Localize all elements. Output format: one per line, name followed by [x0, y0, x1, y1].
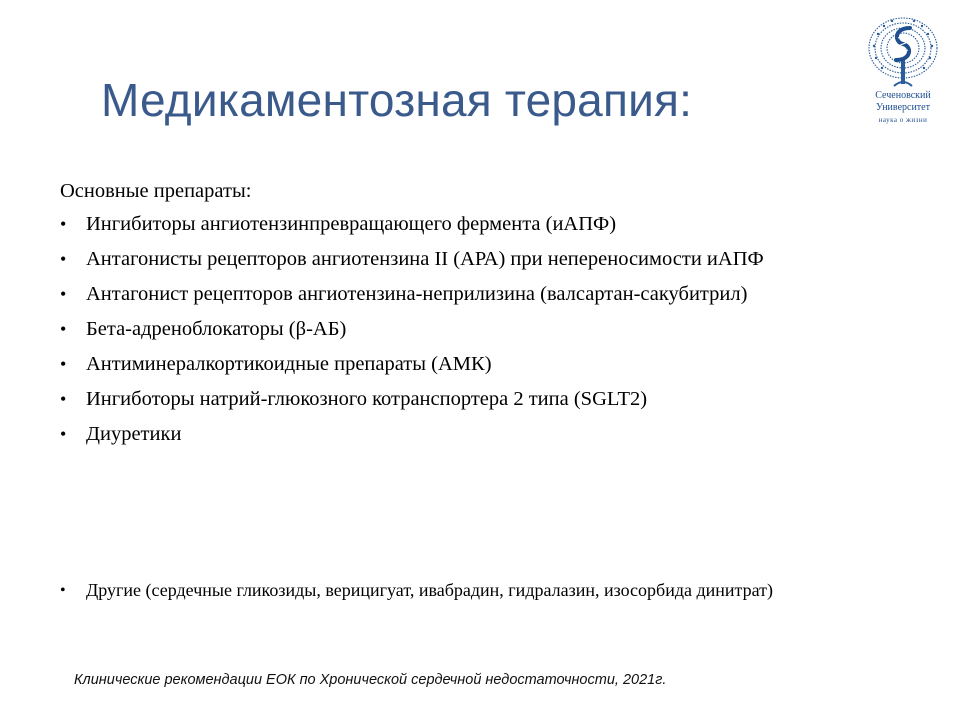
other-drugs-text: Другие (сердечные гликозиды, верицигуат, ивабрадин, гидралазин, изосорбида динитрат): [86, 580, 774, 600]
bullet-icon: •: [60, 424, 67, 444]
list-item-other: [60, 575, 880, 606]
list-item: [60, 350, 880, 379]
list-item-text: Бета-адреноблокаторы (β-АБ): [86, 318, 347, 340]
list-item-text: Антиминералкортикоидные препараты (АМК): [86, 353, 492, 375]
list-item-text: Диуретики: [86, 423, 182, 445]
other-drugs: [60, 575, 880, 606]
logo-text-line2: Университет: [876, 102, 930, 113]
main-content: [60, 176, 880, 455]
list-item: [60, 245, 880, 274]
list-item-text: Антагонист рецепторов ангиотензина-неприлизина (валсартан-сакубитрил): [86, 283, 748, 305]
bullet-icon: •: [60, 582, 66, 599]
list-item-text: Ингиботоры натрий-глюкозного котранспортера 2 типа (SGLT2): [86, 388, 648, 410]
list-item: [60, 385, 880, 414]
tree-dna-logo-icon: [864, 14, 942, 88]
logo-text-line1: Сеченовский: [875, 90, 931, 101]
reference-citation: Клинические рекомендации ЕОК по Хронической сердечной недостаточности, 2021г.: [74, 672, 667, 688]
bullet-icon: •: [60, 284, 67, 304]
list-item: [60, 420, 880, 449]
bullet-icon: •: [60, 319, 67, 339]
list-item: [60, 210, 880, 239]
list-item: [60, 280, 880, 309]
university-logo: [858, 14, 948, 129]
list-item: [60, 315, 880, 344]
drug-list: [60, 210, 880, 449]
list-item-text: Ингибиторы ангиотензинпревращающего фермента (иАПФ): [86, 213, 617, 235]
bullet-icon: •: [60, 354, 67, 374]
logo-tagline: наука о жизни: [878, 116, 928, 124]
bullet-icon: •: [60, 249, 67, 269]
intro-text: Основные препараты:: [60, 180, 252, 202]
slide-title: Медикаментозная терапия:: [101, 74, 693, 126]
list-item-text: Антагонисты рецепторов ангиотензина II (АРА) при непереносимости иАПФ: [86, 248, 764, 270]
bullet-icon: •: [60, 389, 67, 409]
bullet-icon: •: [60, 214, 67, 234]
